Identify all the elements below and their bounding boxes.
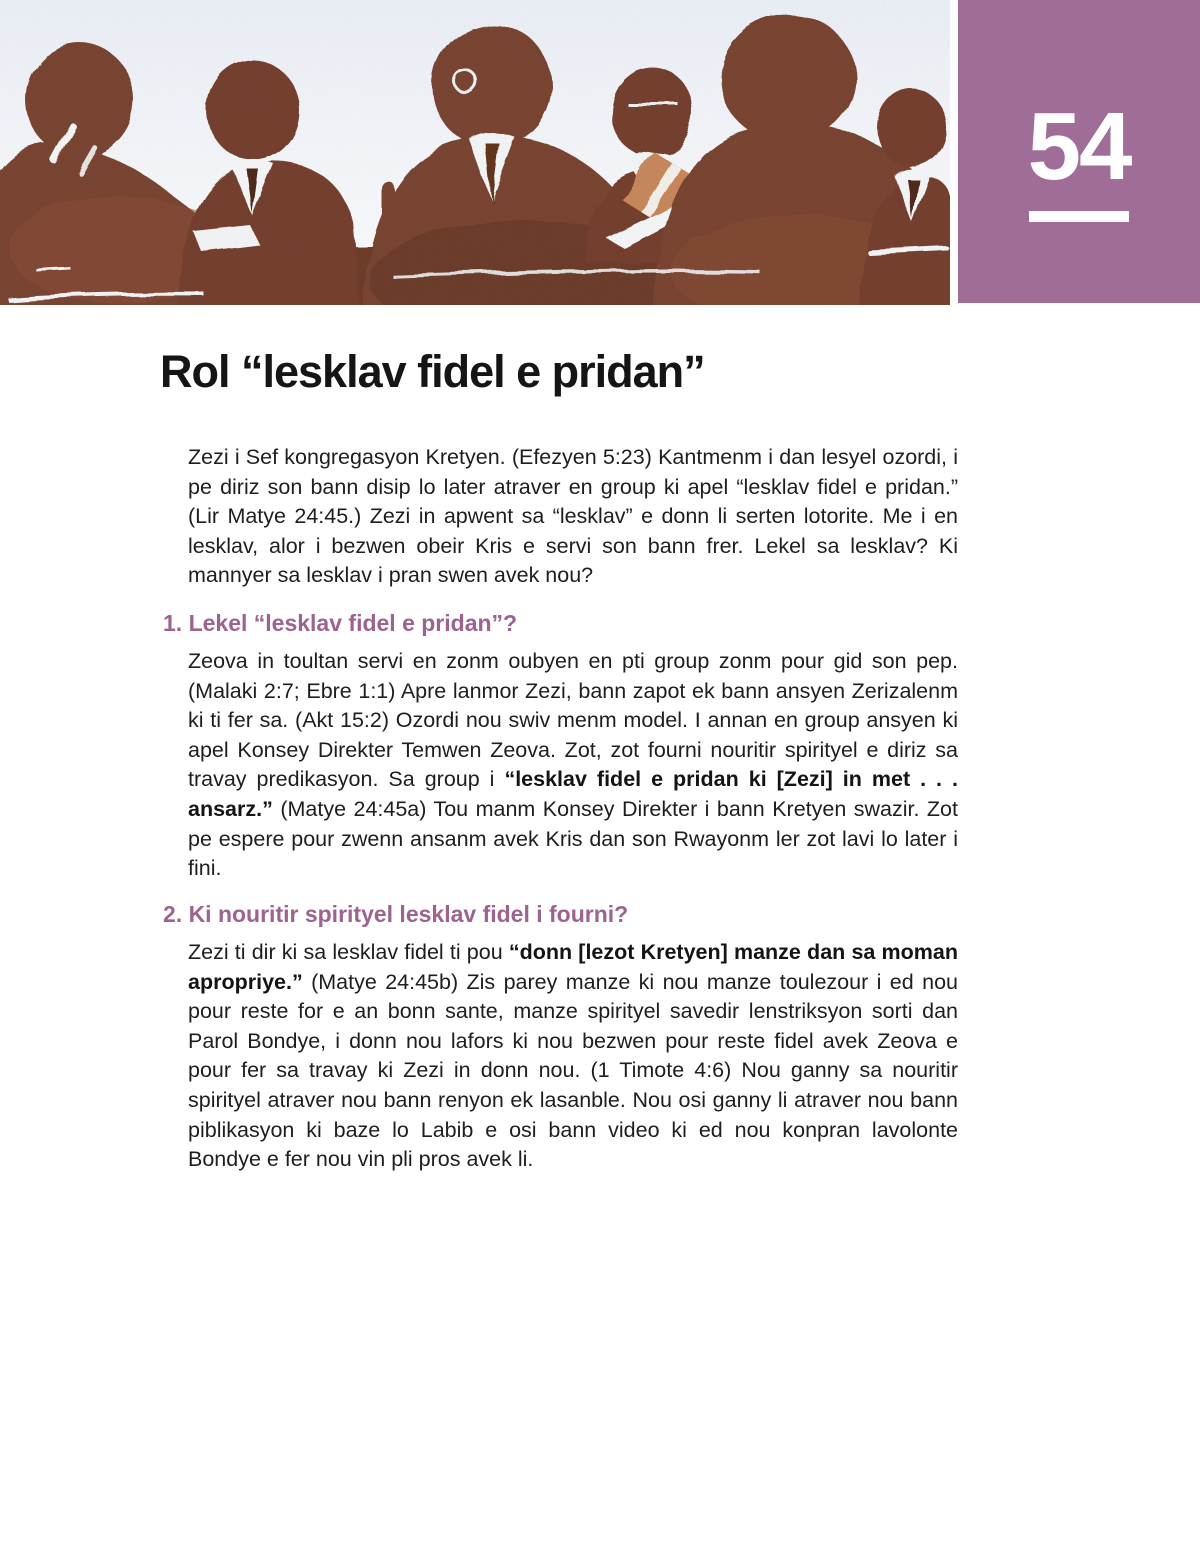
intro-paragraph: Zezi i Sef kongregasyon Kretyen. (Efezyen 5:23) Kantmenm i dan lesyel ozordi, i pe diriz son bann disip lo later atraver en group ki apel “lesklav fidel e pridan.” (Lir Matye 24:45.) Zezi in apwent sa “lesklav” e donn li serten lotorite. Me i en lesklav, alor i bezwen obeir Kris e servi son bann frer. Lekel sa lesklav? Ki mannyer sa lesklav i pran swen avek nou? (188, 445, 958, 588)
question-2-heading: 2. Ki nouritir spirityel lesklav fidel i fourni? (163, 901, 629, 927)
question-1-heading: 1. Lekel “lesklav fidel e pridan”? (163, 610, 518, 636)
page-title: Rol “lesklav fidel e pridan” (160, 346, 705, 397)
lesson-number-badge (958, 0, 1200, 303)
lesson-number: 54 (1027, 93, 1131, 200)
hero-image (0, 0, 950, 305)
lesson-number-underline (1029, 211, 1129, 222)
question-1-paragraph: Zeova in toultan servi en zonm oubyen en pti group zonm pour gid son pep. (Malaki 2:7; Ebre 1:1) Apre lanmor Zezi, bann zapot ek bann ansyen Zerizalenm ki ti fer sa. (Akt 15:2) Ozordi nou swiv menm model. I annan en group ansyen ki apel Konsey Direkter Temwen Zeova. Zot, zot fourni nouritir spirityel e diriz sa travay predikasyon. Sa group i “lesklav fidel e pridan ki [Zezi] in met . . . ansarz.” (Matye 24:45a) Tou manm Konsey Direkter i bann Kretyen swazir. Zot pe espere pour zwenn ansanm avek Kris dan son Rwayonm ler zot lavi lo later i fini. (188, 649, 958, 881)
question-2-paragraph: Zezi ti dir ki sa lesklav fidel ti pou “donn [lezot Kretyen] manze dan sa moman apropriye.” (Matye 24:45b) Zis parey manze ki nou manze toulezour i ed nou pour reste for e an bonn sante, manze spirityel savedir lenstriksyon sorti dan Parol Bondye, i donn nou lafors ki nou bezwen pour reste fidel avek Zeova e pour fer sa travay ki Zezi in donn nou. (1 Timote 4:6) Nou ganny sa nouritir spirityel atraver nou bann renyon ek lasanble. Nou osi ganny li atraver nou bann piblikasyon ki baze lo Labib e osi bann video ki ed nou konpran lavolonte Bondye e fer nou vin pli pros avek li. (188, 940, 958, 1172)
hero-illustration (0, 0, 950, 305)
